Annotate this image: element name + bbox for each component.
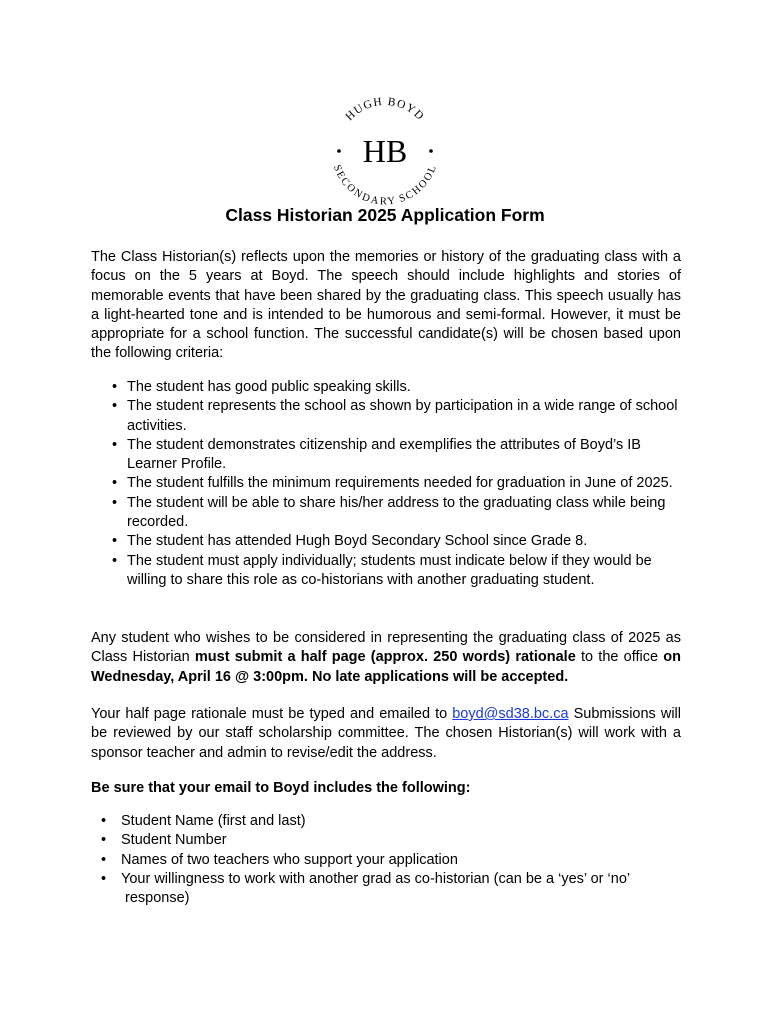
bullet-icon: • [112,398,118,415]
bullet-icon: • [112,379,118,395]
list-item: • The student fulfills the minimum requirements needed for graduation in June of 2025. [109,474,681,493]
logo-initials: HB [362,133,408,169]
bullet-icon: • [101,813,107,829]
email-checklist [101,812,681,908]
bullet-icon: • [112,436,118,453]
list-item: • Your willingness to work with another grad as co-historian (can be a ‘yes’ or ‘no’ response) [101,870,631,907]
submission-requirement: must submit a half page (approx. 250 words) rationale [194,649,576,666]
list-item: • The student will be able to share his/her address to the graduating class while being recorded. [112,494,666,531]
list-item: • The student has good public speaking skills. [109,378,681,397]
logo-ring-bottom-text: SECONDARY SCHOOL [330,163,440,206]
bullet-icon: • [101,832,107,849]
list-item: • The student represents the school as shown by participation in a wide range of school activities. [112,398,678,434]
list-item: • The student must apply individually; students must indicate below if they would be willing to share this role as co-historians with another graduating student. [112,552,652,588]
bullet-icon: • [112,552,118,569]
intro-paragraph: The Class Historian(s) reflects upon the memories or history of the graduating class with a focus on the 5 years at Boyd. The speech should include highlights and stories of memorable events that have been shared by the graduating class. This speech usually has a light-hearted tone and is intended to be humorous and semi-formal. However, it must be appropriate for a school function. The successful candidate(s) will be chosen based upon the following criteria: [91,249,681,362]
logo-dot-left [337,149,341,153]
form-title: Class Historian 2025 Application Form [225,205,545,225]
criteria-list [109,378,681,590]
bullet-icon: • [101,870,107,887]
list-item: • Student Number [101,831,681,850]
logo-ring-top-text: HUGH BOYD [343,95,427,124]
list-item: • The student has attended Hugh Boyd Secondary School since Grade 8. [109,532,681,551]
list-item: • The student demonstrates citizenship and exemplifies the attributes of Boyd’s IB Learner Profile. [112,436,641,473]
bullet-icon: • [101,851,107,868]
list-item: • Student Name (first and last) [101,812,681,831]
bullet-icon: • [112,533,118,550]
school-logo [328,92,442,206]
logo-dot-right [429,149,433,153]
email-link[interactable]: boyd@sd38.bc.ca [452,706,569,722]
bullet-icon: • [112,475,118,492]
rationale-paragraph: Your half page rationale must be typed and emailed to boyd@sd38.bc.ca Submissions will be reviewed by our staff scholarship committee. The chosen Historian(s) will work with a sponsor teacher and admin to revise/edit the address. [91,706,681,761]
submission-deadline: on Wednesday, April 16 @ 3:00pm. No late applications will be accepted. [91,649,681,685]
bullet-icon: • [112,494,118,511]
submission-paragraph: Any student who wishes to be considered in representing the graduating class of 2025 as Class Historian must submit a half page (approx. 250 words) rationale to the office on Wednesday, April 16 @ 3:00pm. No late applications will be accepted. [91,630,681,685]
list-item: • Names of two teachers who support your application [101,851,681,870]
checklist-heading: Be sure that your email to Boyd includes the following: [91,780,471,796]
